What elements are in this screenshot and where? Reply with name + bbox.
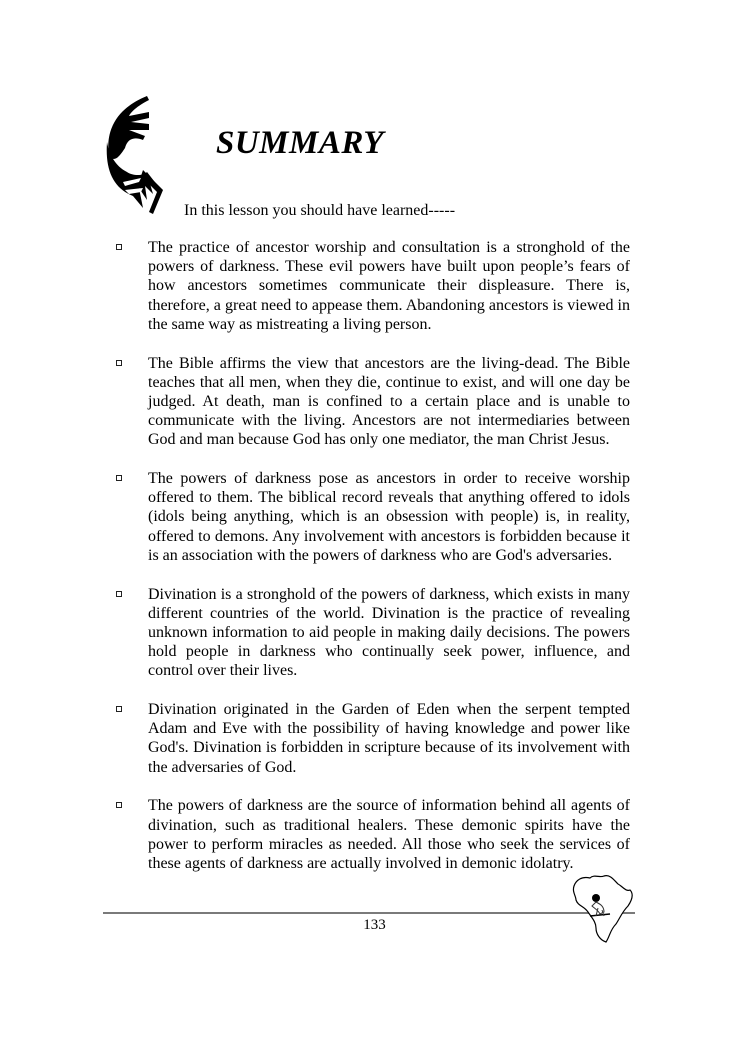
summary-item — [116, 354, 630, 450]
page-number: 133 — [363, 917, 386, 933]
summary-item-text: The practice of ancestor worship and consultation is a stronghold of the powers of darkness. These evil powers have built upon people’s fears of how ancestors sometimes communicate their displeasure. There is, therefore, a great need to appease them. Abandoning ancestors is viewed in the same way as mistreating a living person. — [148, 239, 630, 333]
summary-item — [116, 700, 630, 777]
hand-arrow-icon — [103, 90, 165, 216]
summary-item — [116, 585, 630, 681]
summary-item — [116, 796, 630, 873]
summary-item-text: The powers of darkness pose as ancestors in order to receive worship offered to them. The biblical record reveals that anything offered to idols (idols being anything, which is an obsession with people) is, in reality, offered to demons. Any involvement with ancestors is forbidden because it is an association with the powers of darkness who are God's adversaries. — [148, 470, 630, 564]
africa-map-figure-icon — [570, 872, 636, 944]
hollow-square-bullet-icon — [116, 706, 122, 712]
summary-list — [116, 238, 630, 893]
summary-item-text: The Bible affirms the view that ancestors are the living-dead. The Bible teaches that all men, when they die, continue to exist, and will one day be judged. At death, man is confined to a certain place and is unable to communicate with the living. Ancestors are not intermediaries between God and man because God has only one mediator, the man Christ Jesus. — [148, 354, 630, 449]
hollow-square-bullet-icon — [116, 360, 122, 366]
summary-item — [116, 469, 630, 565]
hollow-square-bullet-icon — [116, 802, 122, 808]
intro-text: In this lesson you should have learned----- — [184, 202, 456, 219]
summary-item-text: Divination is a stronghold of the powers of darkness, which exists in many different countries of the world. Divination is the practice of revealing unknown information to aid people in making daily decisions. The powers hold people in darkness who continually seek power, influence, and control over their lives. — [148, 585, 630, 680]
hollow-square-bullet-icon — [116, 591, 122, 597]
hollow-square-bullet-icon — [116, 475, 122, 481]
summary-item-text: Divination originated in the Garden of Eden when the serpent tempted Adam and Eve with the possibility of having knowledge and power like God's. Divination is forbidden in scripture because of its involvement with the adversaries of God. — [148, 701, 630, 776]
summary-item — [116, 238, 630, 334]
hollow-square-bullet-icon — [116, 244, 122, 250]
footer-rule — [103, 912, 635, 914]
summary-item-text: The powers of darkness are the source of information behind all agents of divination, such as traditional healers. These demonic spirits have the power to perform miracles as needed. All those who seek the services of these agents of darkness are actually involved in demonic idolatry. — [148, 797, 630, 872]
page-title: SUMMARY — [216, 125, 384, 161]
